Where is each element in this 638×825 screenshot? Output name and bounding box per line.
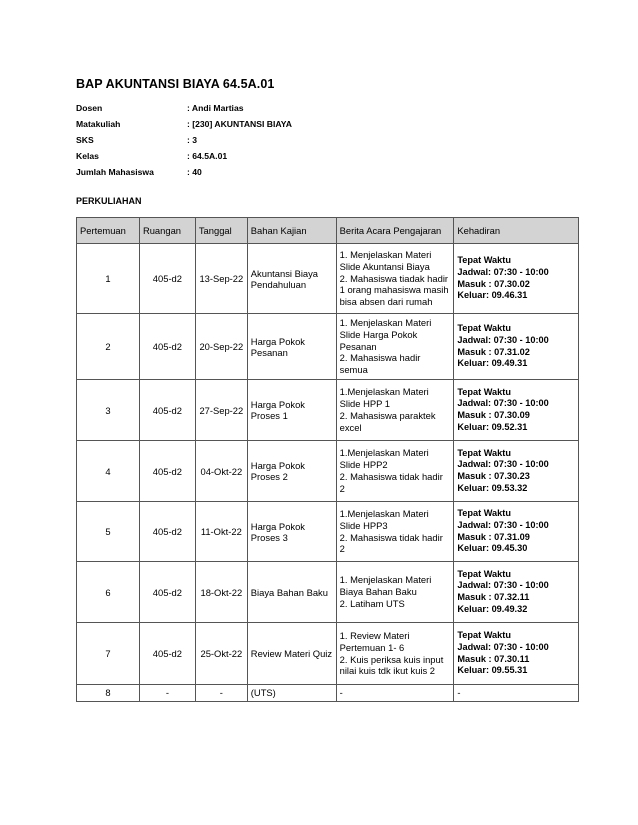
cell-ruangan: 405-d2 <box>139 314 195 380</box>
cell-bahan-kajian: Harga Pokok Proses 3 <box>247 502 336 562</box>
cell-berita-acara <box>336 441 454 502</box>
cell-pertemuan: 2 <box>77 314 140 380</box>
kehadiran-line: Tepat Waktu <box>457 255 511 266</box>
table-row <box>77 685 579 702</box>
table-row <box>77 441 579 502</box>
berita-line: 1. Menjelaskan Materi Slide Akuntansi Biaya <box>339 249 432 272</box>
kehadiran-line: Jadwal: 07:30 - 10:00 <box>457 459 549 470</box>
cell-tanggal: 04-Okt-22 <box>195 441 247 502</box>
kehadiran-line: Masuk : 07.30.11 <box>457 653 530 664</box>
kehadiran-line: Tepat Waktu <box>457 447 511 458</box>
kehadiran-line: Tepat Waktu <box>457 630 511 641</box>
cell-bahan-kajian: Akuntansi Biaya Pendahuluan <box>247 244 336 314</box>
lecture-table <box>76 217 579 702</box>
cell-bahan-kajian: (UTS) <box>247 685 336 702</box>
berita-line: 1.Menjelaskan Materi Slide HPP2 <box>339 447 429 471</box>
berita-line: 1.Menjelaskan Materi Slide HPP3 <box>339 507 429 531</box>
info-value: : [230] AKUNTANSI BIAYA <box>187 119 292 129</box>
cell-ruangan: 405-d2 <box>139 623 195 685</box>
info-row-kelas <box>76 151 292 167</box>
berita-line: 1. Review Materi Pertemuan 1- 6 <box>339 629 410 653</box>
kehadiran-line: Masuk : 07.31.09 <box>457 531 530 542</box>
info-row-matakuliah <box>76 119 292 135</box>
cell-tanggal: 18-Okt-22 <box>195 562 247 623</box>
cell-ruangan: 405-d2 <box>139 441 195 502</box>
cell-pertemuan: 6 <box>77 562 140 623</box>
kehadiran-line: Jadwal: 07:30 - 10:00 <box>457 519 549 530</box>
cell-ruangan: 405-d2 <box>139 380 195 441</box>
cell-kehadiran <box>454 244 579 314</box>
info-value: : Andi Martias <box>187 103 244 113</box>
header-bahan-kajian: Bahan Kajian <box>247 218 336 244</box>
kehadiran-line: Jadwal: 07:30 - 10:00 <box>457 266 549 277</box>
cell-tanggal: 13-Sep-22 <box>195 244 247 314</box>
info-row-jumlah-mahasiswa <box>76 167 292 183</box>
kehadiran-line: Jadwal: 07:30 - 10:00 <box>457 641 549 652</box>
cell-berita-acara <box>336 314 454 380</box>
table-row <box>77 623 579 685</box>
berita-line: 2. Mahasiswa paraktek excel <box>339 410 436 433</box>
kehadiran-line: Masuk : 07.30.23 <box>457 471 530 481</box>
kehadiran-line: Masuk : 07.30.09 <box>457 410 530 420</box>
berita-line: 2. Mahasiswa hadir semua <box>339 352 421 376</box>
kehadiran-line: - <box>457 687 461 699</box>
info-value: : 40 <box>187 167 202 177</box>
cell-bahan-kajian: Harga Pokok Pesanan <box>247 314 336 380</box>
cell-kehadiran <box>454 380 579 441</box>
table-row <box>77 244 579 314</box>
kehadiran-line: Keluar: 09.52.31 <box>457 421 528 432</box>
cell-kehadiran <box>454 685 579 702</box>
cell-ruangan: 405-d2 <box>139 502 195 562</box>
info-label: Kelas <box>76 151 99 161</box>
kehadiran-line: Jadwal: 07:30 - 10:00 <box>457 398 549 409</box>
cell-berita-acara <box>336 502 454 562</box>
cell-pertemuan: 1 <box>77 244 140 314</box>
cell-berita-acara <box>336 623 454 685</box>
cell-bahan-kajian: Harga Pokok Proses 2 <box>247 441 336 502</box>
cell-kehadiran <box>454 441 579 502</box>
berita-line: 2. Mahasiswa tidak hadir 2 <box>339 531 443 555</box>
cell-bahan-kajian: Harga Pokok Proses 1 <box>247 380 336 441</box>
cell-tanggal: 25-Okt-22 <box>195 623 247 685</box>
cell-kehadiran <box>454 623 579 685</box>
cell-kehadiran <box>454 314 579 380</box>
cell-berita-acara <box>336 244 454 314</box>
course-info <box>76 103 292 183</box>
table-row <box>77 314 579 380</box>
cell-berita-acara <box>336 685 454 702</box>
cell-pertemuan: 5 <box>77 502 140 562</box>
info-value: : 3 <box>187 135 198 145</box>
header-pertemuan: Pertemuan <box>77 218 140 244</box>
kehadiran-line: Masuk : 07.30.02 <box>457 278 530 289</box>
kehadiran-line: Tepat Waktu <box>457 386 511 397</box>
page-title: BAP AKUNTANSI BIAYA 64.5A.01 <box>76 77 275 91</box>
cell-tanggal: 20-Sep-22 <box>195 314 247 380</box>
cell-pertemuan: 3 <box>77 380 140 441</box>
info-label: SKS <box>76 135 94 145</box>
cell-pertemuan: 7 <box>77 623 140 685</box>
cell-ruangan: - <box>139 685 195 702</box>
cell-pertemuan: 4 <box>77 441 140 502</box>
header-kehadiran: Kehadiran <box>454 218 579 244</box>
cell-berita-acara <box>336 380 454 441</box>
kehadiran-line: Tepat Waktu <box>457 508 511 519</box>
kehadiran-line: Masuk : 07.32.11 <box>457 592 530 602</box>
info-row-dosen <box>76 103 292 119</box>
kehadiran-line: Keluar: 09.53.32 <box>457 482 528 493</box>
kehadiran-line: Masuk : 07.31.02 <box>457 346 530 357</box>
table-header-row <box>77 218 579 244</box>
table-row <box>77 380 579 441</box>
cell-tanggal: 11-Okt-22 <box>195 502 247 562</box>
berita-line: 2. Mahasiswa tidak hadir 2 <box>339 471 443 494</box>
info-label: Dosen <box>76 103 103 113</box>
cell-berita-acara <box>336 562 454 623</box>
cell-kehadiran <box>454 502 579 562</box>
info-label: Jumlah Mahasiswa <box>76 167 154 177</box>
kehadiran-line: Keluar: 09.55.31 <box>457 665 528 676</box>
cell-ruangan: 405-d2 <box>139 562 195 623</box>
cell-bahan-kajian: Review Materi Quiz <box>247 623 336 685</box>
cell-tanggal: 27-Sep-22 <box>195 380 247 441</box>
header-berita-acara: Berita Acara Pengajaran <box>336 218 454 244</box>
section-title: PERKULIAHAN <box>76 196 142 206</box>
berita-line: 2. Kuis periksa kuis input nilai kuis tdk ikut kuis 2 <box>339 653 444 677</box>
kehadiran-line: Tepat Waktu <box>457 568 511 579</box>
kehadiran-line: Keluar: 09.45.30 <box>457 543 528 554</box>
kehadiran-line: Jadwal: 07:30 - 10:00 <box>457 580 549 591</box>
kehadiran-line: Tepat Waktu <box>457 323 511 334</box>
header-ruangan: Ruangan <box>139 218 195 244</box>
table-row <box>77 562 579 623</box>
kehadiran-line: Keluar: 09.49.32 <box>457 603 528 614</box>
berita-line: 2. Mahasiswa tiadak hadir 1 orang mahasiswa masih bisa absen dari rumah <box>339 272 449 308</box>
info-label: Matakuliah <box>76 119 121 129</box>
cell-tanggal: - <box>195 685 247 702</box>
berita-line: 1. Menjelaskan Materi Slide Harga Pokok Pesanan <box>339 317 432 352</box>
cell-ruangan: 405-d2 <box>139 244 195 314</box>
berita-line: 1. Menjelaskan Materi Biaya Bahan Baku <box>339 574 432 598</box>
header-tanggal: Tanggal <box>195 218 247 244</box>
berita-line: 2. Latiham UTS <box>339 597 405 609</box>
cell-kehadiran <box>454 562 579 623</box>
cell-pertemuan: 8 <box>77 685 140 702</box>
table-row <box>77 502 579 562</box>
cell-bahan-kajian: Biaya Bahan Baku <box>247 562 336 623</box>
kehadiran-line: Keluar: 09.49.31 <box>457 358 528 369</box>
info-value: : 64.5A.01 <box>187 151 228 161</box>
kehadiran-line: Jadwal: 07:30 - 10:00 <box>457 334 549 345</box>
info-row-sks <box>76 135 292 151</box>
berita-line: - <box>339 687 343 698</box>
kehadiran-line: Keluar: 09.46.31 <box>457 290 528 301</box>
berita-line: 1.Menjelaskan Materi Slide HPP 1 <box>339 386 429 410</box>
